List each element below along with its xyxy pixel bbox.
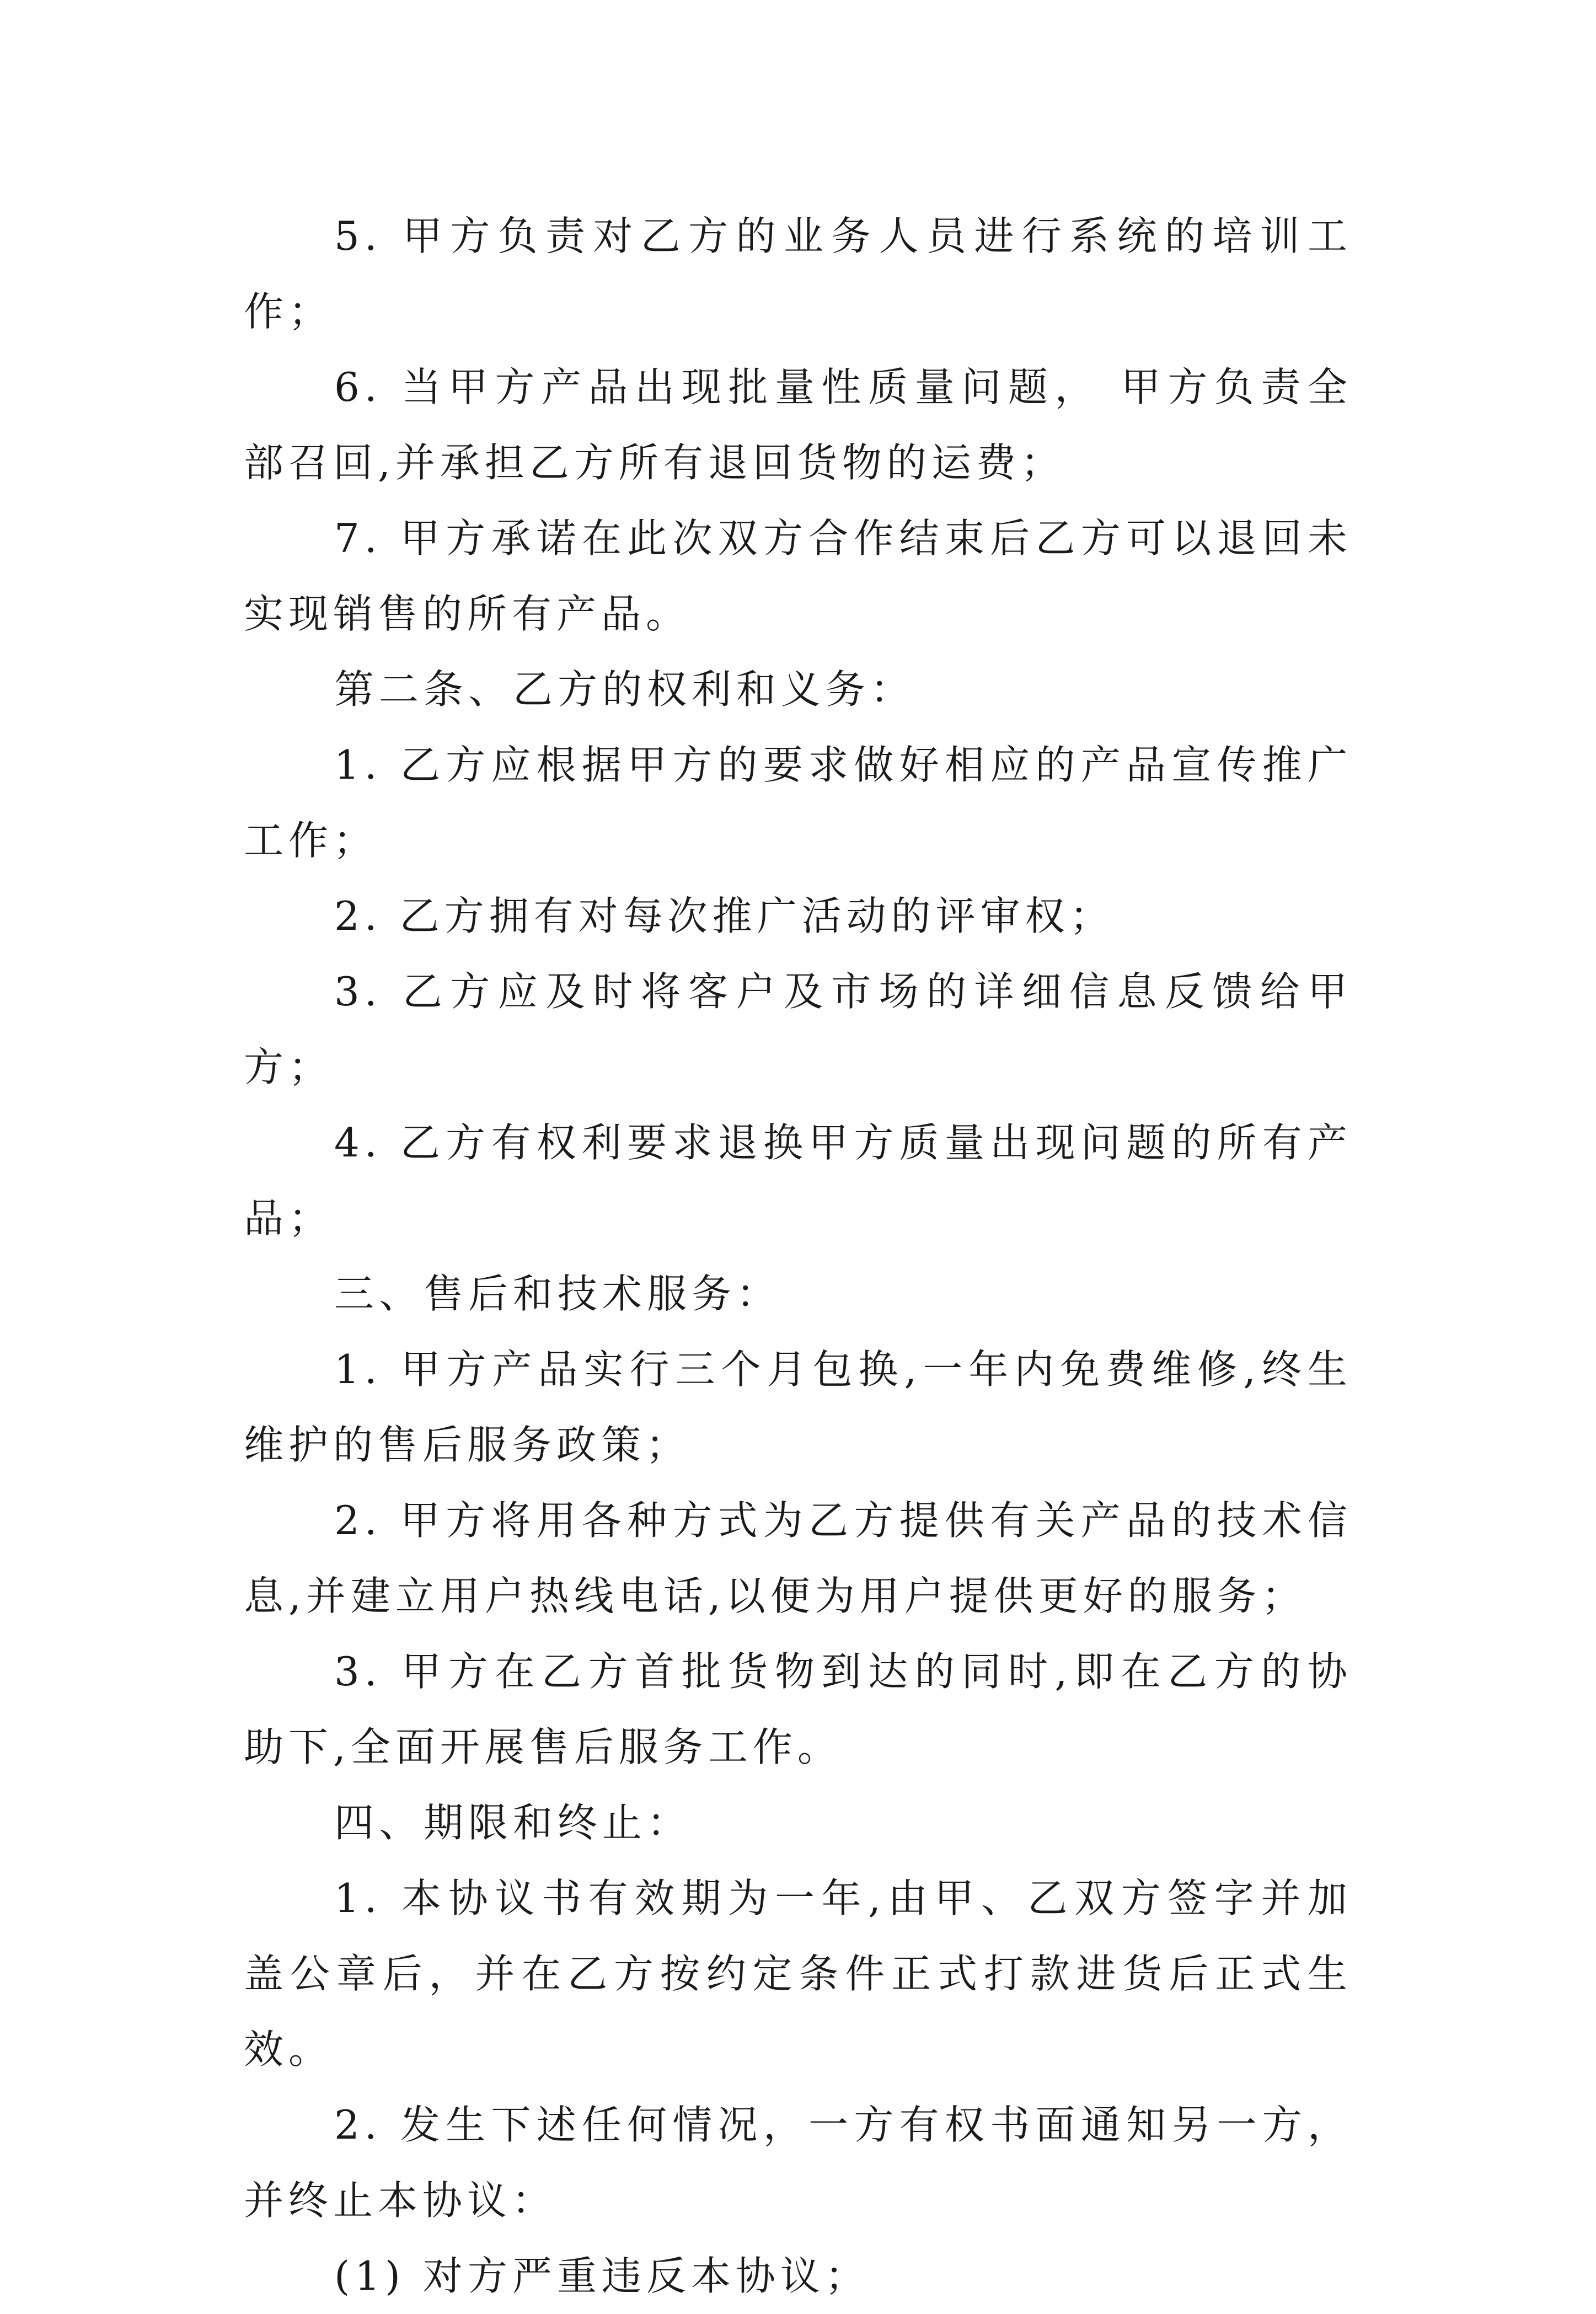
clause-term-2-item-1: (1) 对方严重违反本协议； xyxy=(334,2253,870,2299)
clause-after-sales-1: 1. 甲方产品实行三个月包换,一年内免费维修,终生维护的售后服务政策； xyxy=(244,1346,1352,1468)
clause-party-a-6: 6. 当甲方产品出现批量性质量问题， 甲方负责全部召回,并承担乙方所有退回货物的运费； xyxy=(244,364,1352,486)
section-heading-term: 四、期限和终止： xyxy=(334,1799,692,1846)
clause-term-2: 2. 发生下述任何情况，一方有权书面通知另一方，并终止本协议： xyxy=(244,2102,1352,2224)
clause-term-1: 1. 本协议书有效期为一年,由甲、乙双方签字并加盖公章后，并在乙方按约定条件正式打款进货后正式生效。 xyxy=(244,1875,1352,2072)
clause-party-a-5: 5. 甲方负责对乙方的业务人员进行系统的培训工作； xyxy=(244,213,1352,335)
document-body xyxy=(244,199,1352,2314)
clause-party-a-7: 7. 甲方承诺在此次双方合作结束后乙方可以退回未实现销售的所有产品。 xyxy=(244,515,1352,637)
clause-party-b-2: 2. 乙方拥有对每次推广活动的评审权； xyxy=(334,893,1115,939)
clause-after-sales-2: 2. 甲方将用各种方式为乙方提供有关产品的技术信息,并建立用户热线电话,以便为用户提供更好的服务； xyxy=(244,1497,1352,1619)
section-heading-after-sales: 三、售后和技术服务： xyxy=(334,1271,781,1317)
section-heading-party-b: 第二条、乙方的权利和义务： xyxy=(334,666,915,713)
clause-party-b-3: 3. 乙方应及时将客户及市场的详细信息反馈给甲方； xyxy=(244,968,1352,1090)
clause-party-b-4: 4. 乙方有权利要求退换甲方质量出现问题的所有产品； xyxy=(244,1119,1352,1241)
clause-party-b-1: 1. 乙方应根据甲方的要求做好相应的产品宣传推广工作； xyxy=(244,742,1352,864)
clause-after-sales-3: 3. 甲方在乙方首批货物到达的同时,即在乙方的协助下,全面开展售后服务工作。 xyxy=(244,1648,1352,1770)
